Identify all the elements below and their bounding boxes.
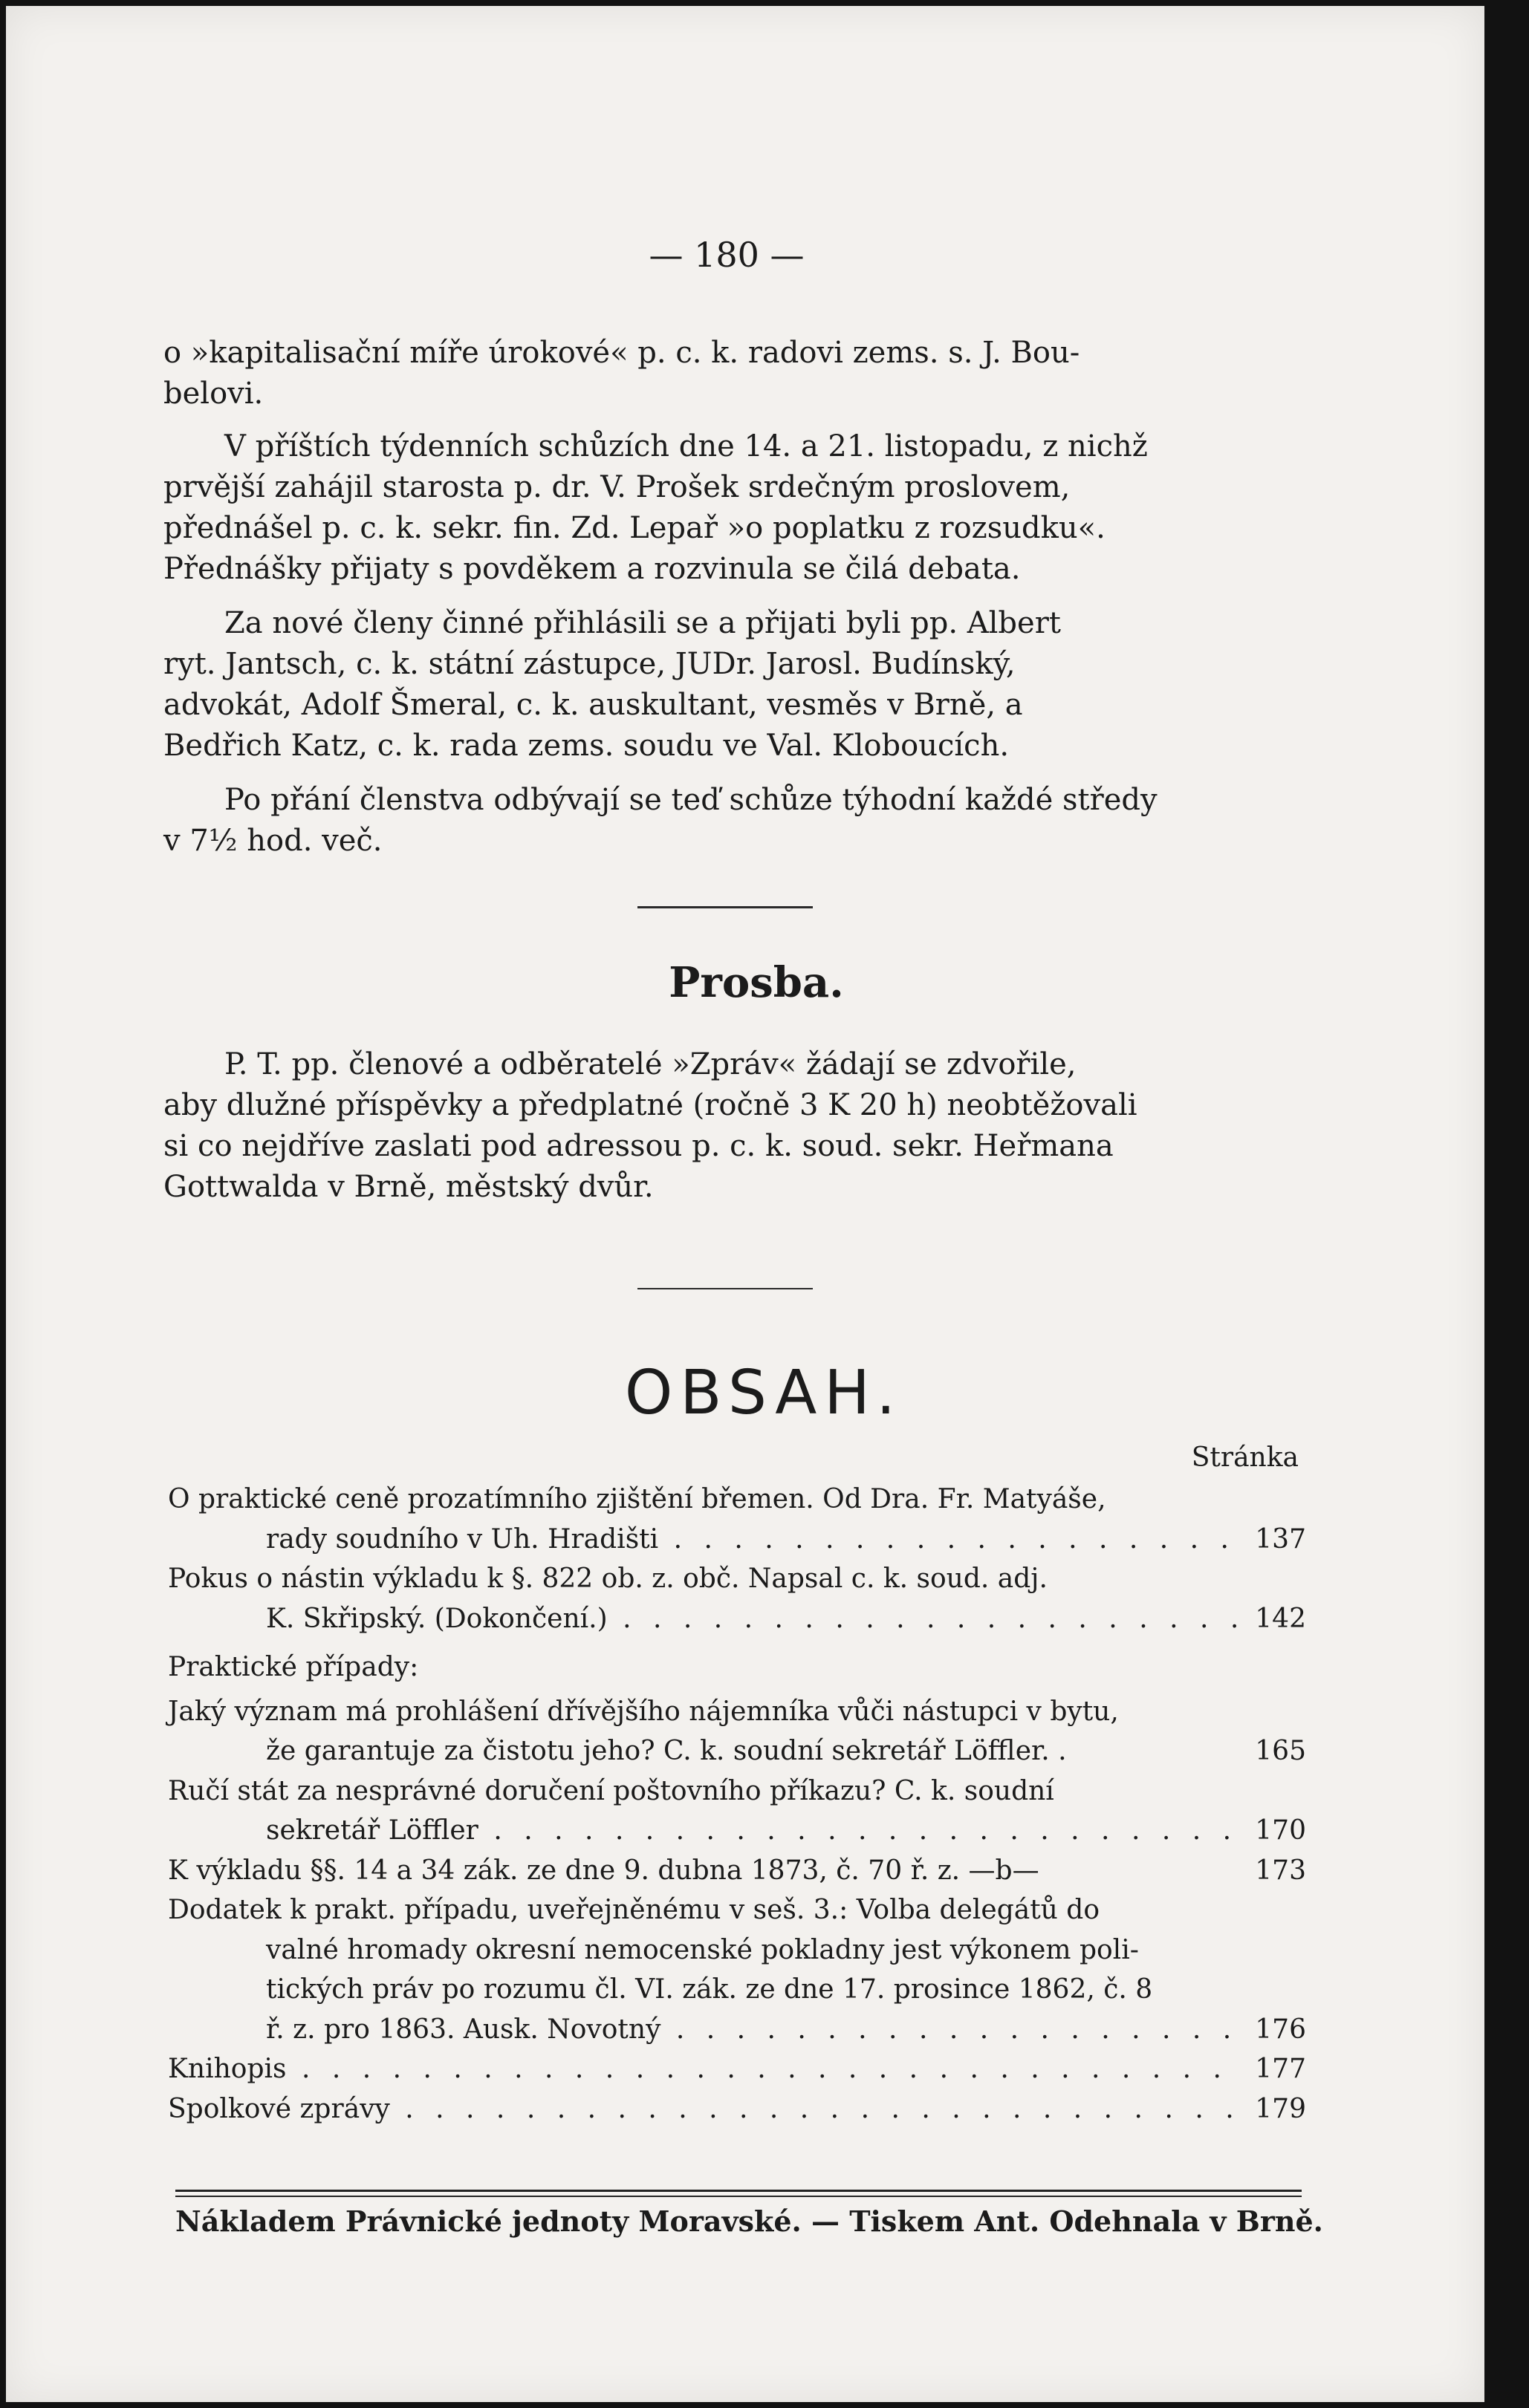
toc-section-label: Praktické případy: bbox=[168, 1652, 419, 1682]
text-line: si co nejdříve zaslati pod adressou p. c. k. soud. sekr. Heřmana bbox=[163, 1129, 1114, 1163]
toc-page-number: 165 bbox=[1239, 1731, 1306, 1771]
paragraph-prosba bbox=[163, 1044, 1299, 1208]
toc-page-number: 142 bbox=[1239, 1599, 1306, 1639]
toc-entry[interactable]: Knihopis . . . 177 bbox=[168, 2049, 1306, 2089]
paragraph-novi-clenove bbox=[163, 603, 1299, 767]
toc-page-number: 179 bbox=[1239, 2089, 1306, 2129]
toc-line: Dodatek k prakt. případu, uveřejněnému v seš. 3.: Volba delegátů do bbox=[168, 1895, 1100, 1925]
toc-page-number: 137 bbox=[1239, 1520, 1306, 1560]
toc-entry[interactable]: že garantuje za čistotu jeho? C. k. soudní sekretář Löffler. . 165 bbox=[168, 1731, 1306, 1771]
rule-line bbox=[175, 2196, 1302, 2197]
prosba-heading: Prosba. bbox=[669, 958, 844, 1007]
imprint-footer: Nákladem Právnické jednoty Moravské. — Tiskem Ant. Odehnala v Brně. bbox=[175, 2204, 1323, 2238]
text-line: P. T. pp. členové a odběratelé »Zpráv« žádají se zdvořile, bbox=[224, 1047, 1077, 1081]
toc-page-number: 170 bbox=[1239, 1811, 1306, 1851]
toc-entry[interactable]: Spolkové zprávy . . . 179 bbox=[168, 2089, 1306, 2129]
text-line: o »kapitalisační míře úrokové« p. c. k. radovi zems. s. J. Bou- bbox=[163, 336, 1080, 370]
toc-line: O praktické ceně prozatímního zjištění břemen. Od Dra. Fr. Matyáše, bbox=[168, 1484, 1106, 1514]
footer-double-rule bbox=[175, 2190, 1302, 2197]
toc-entry[interactable]: K výkladu §§. 14 a 34 zák. ze dne 9. dubna 1873, č. 70 ř. z. —b— 173 bbox=[168, 1851, 1306, 1891]
text-line: Po přání členstva odbývají se teď schůze týhodní každé středy bbox=[224, 783, 1158, 817]
paragraph-schuze-stredy bbox=[163, 780, 1299, 862]
obsah-heading: OBSAH. bbox=[624, 1358, 903, 1428]
table-of-contents bbox=[168, 1480, 1306, 2129]
text-line: prvější zahájil starosta p. dr. V. Prošek srdečným proslovem, bbox=[163, 470, 1071, 504]
text-line: Gottwalda v Brně, městský dvůr. bbox=[163, 1170, 654, 1204]
text-line: v 7½ hod. več. bbox=[163, 824, 383, 858]
scanned-page bbox=[6, 6, 1484, 2402]
toc-line: Ručí stát za nesprávné doručení poštovního příkazu? C. k. soudní bbox=[168, 1775, 1054, 1806]
toc-page-number: 177 bbox=[1239, 2049, 1306, 2089]
paragraph-kapitalisace bbox=[163, 333, 1299, 414]
paragraph-schuze bbox=[163, 426, 1299, 590]
text-line: aby dlužné příspěvky a předplatné (ročně 3 K 20 h) neobtěžovali bbox=[163, 1088, 1137, 1122]
section-divider bbox=[637, 1288, 813, 1289]
text-line: přednášel p. c. k. sekr. fin. Zd. Lepař »o poplatku z rozsudku«. bbox=[163, 511, 1106, 545]
toc-line: Pokus o nástin výkladu k §. 822 ob. z. obč. Napsal c. k. soud. adj. bbox=[168, 1563, 1048, 1594]
text-line: ryt. Jantsch, c. k. státní zástupce, JUDr. Jarosl. Budínský, bbox=[163, 647, 1016, 681]
toc-line: tických práv po rozumu čl. VI. zák. ze dne 17. prosince 1862, č. 8 bbox=[266, 1974, 1153, 2005]
toc-page-number: 176 bbox=[1239, 2010, 1306, 2050]
toc-entry[interactable]: ř. z. pro 1863. Ausk. Novotný . . . 176 bbox=[168, 2010, 1306, 2050]
rule-line bbox=[175, 2190, 1302, 2192]
text-line: Za nové členy činné přihlásili se a přijati byli pp. Albert bbox=[224, 606, 1061, 640]
text-line: V příštích týdenních schůzích dne 14. a 21. listopadu, z nichž bbox=[224, 429, 1148, 463]
toc-entry[interactable]: rady soudního v Uh. Hradišti . . . 137 bbox=[168, 1520, 1306, 1560]
text-line: belovi. bbox=[163, 377, 264, 411]
toc-line: valné hromady okresní nemocenské pokladny jest výkonem poli- bbox=[266, 1934, 1139, 1965]
text-line: Přednášky přijaty s povděkem a rozvinula se čilá debata. bbox=[163, 552, 1021, 586]
text-line: Bedřich Katz, c. k. rada zems. soudu ve Val. Kloboucích. bbox=[163, 729, 1010, 763]
toc-page-number: 173 bbox=[1239, 1851, 1306, 1891]
page-column-label: Stránka bbox=[1191, 1442, 1299, 1473]
toc-line: Jaký význam má prohlášení dřívějšího nájemníka vůči nástupci v bytu, bbox=[168, 1696, 1119, 1727]
section-divider bbox=[637, 906, 813, 908]
page-number: — 180 — bbox=[649, 235, 805, 275]
text-line: advokát, Adolf Šmeral, c. k. auskultant, vesměs v Brně, a bbox=[163, 688, 1023, 722]
toc-entry[interactable]: sekretář Löffler . . . 170 bbox=[168, 1811, 1306, 1851]
toc-entry[interactable]: K. Skřipský. (Dokončení.) . . . 142 bbox=[168, 1599, 1306, 1639]
